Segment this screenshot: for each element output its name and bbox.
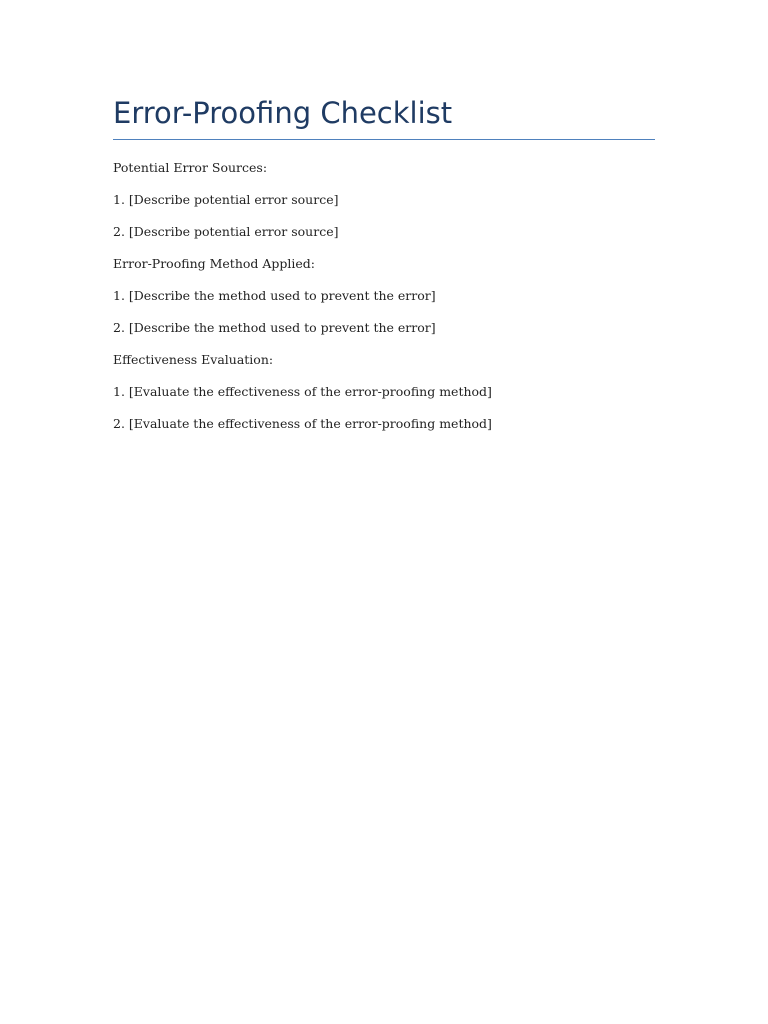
- section-heading-error-sources: Potential Error Sources:: [113, 160, 268, 175]
- list-item: 2. [Evaluate the effectiveness of the error-proofing method]: [113, 416, 492, 431]
- list-item: 1. [Describe the method used to prevent the error]: [113, 288, 436, 303]
- list-item: 1. [Evaluate the effectiveness of the error-proofing method]: [113, 384, 492, 399]
- page-title: Error-Proofing Checklist: [113, 96, 453, 130]
- section-heading-evaluation: Effectiveness Evaluation:: [113, 352, 274, 367]
- list-item: 2. [Describe the method used to prevent the error]: [113, 320, 436, 335]
- document-body: [113, 160, 673, 448]
- list-item: 2. [Describe potential error source]: [113, 224, 339, 239]
- title-underline: [113, 139, 655, 140]
- section-heading-methods: Error-Proofing Method Applied:: [113, 256, 316, 271]
- list-item: 1. [Describe potential error source]: [113, 192, 339, 207]
